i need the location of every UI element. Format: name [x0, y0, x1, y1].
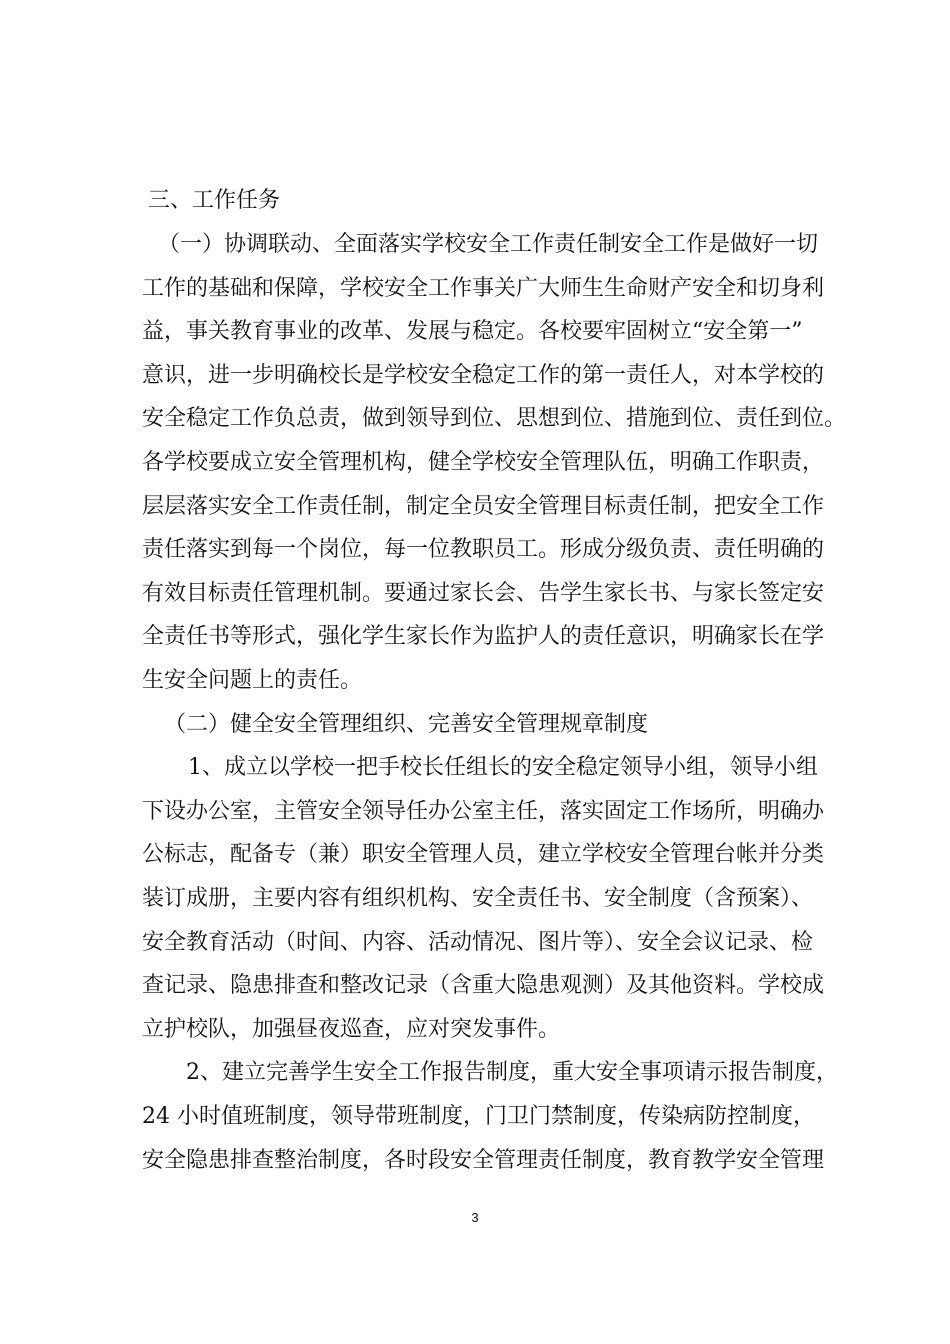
paragraph-line: 全责任书等形式，强化学生家长作为监护人的责任意识，明确家长在学: [142, 624, 825, 649]
paragraph-line: 1、成立以学校一把手校长任组长的安全稳定领导小组，领导小组: [188, 755, 818, 780]
section-heading: 三、工作任务: [148, 188, 281, 213]
paragraph-line: 生安全问题上的责任。: [142, 668, 363, 693]
paragraph-line: 益，事关教育事业的改革、发展与稳定。各校要牢固树立“安全第一”: [142, 319, 803, 344]
page-number: 3: [471, 1210, 479, 1225]
paragraph-line: 各学校要成立安全管理机构，健全学校安全管理队伍，明确工作职责，: [142, 450, 825, 475]
paragraph-line: （一）协调联动、全面落实学校安全工作责任制安全工作是做好一切: [158, 232, 819, 257]
paragraph-line: 层层落实安全工作责任制，制定全员安全管理目标责任制，把安全工作: [142, 494, 825, 519]
paragraph-line: 责任落实到每一个岗位，每一位教职员工。形成分级负责、责任明确的: [142, 537, 825, 562]
paragraph-line: 安全隐患排查整治制度，各时段安全管理责任制度，教育教学安全管理: [142, 1148, 825, 1173]
paragraph-line: 2、建立完善学生安全工作报告制度，重大安全事项请示报告制度，: [186, 1060, 838, 1085]
paragraph-line: 查记录、隐患排查和整改记录（含重大隐患观测）及其他资料。学校成: [142, 973, 825, 998]
paragraph-line: 有效目标责任管理机制。要通过家长会、告学生家长书、与家长签定安: [142, 581, 825, 606]
paragraph-line: 立护校队，加强昼夜巡查，应对突发事件。: [142, 1017, 561, 1042]
paragraph-line: 24 小时值班制度，领导带班制度，门卫门禁制度，传染病防控制度，: [142, 1104, 815, 1129]
subsection-heading: （二）健全安全管理组织、完善安全管理规章制度: [164, 712, 649, 737]
paragraph-line: 安全稳定工作负总责，做到领导到位、思想到位、措施到位、责任到位。: [142, 406, 847, 431]
paragraph-line: 下设办公室，主管安全领导任办公室主任，落实固定工作场所，明确办: [142, 799, 825, 824]
paragraph-line: 装订成册，主要内容有组织机构、安全责任书、安全制度（含预案）、: [142, 886, 814, 911]
paragraph-line: 安全教育活动（时间、内容、活动情况、图片等）、安全会议记录、检: [142, 930, 814, 955]
paragraph-line: 意识，进一步明确校长是学校安全稳定工作的第一责任人，对本学校的: [142, 363, 825, 388]
paragraph-line: 工作的基础和保障，学校安全工作事关广大师生生命财产安全和切身利: [142, 276, 825, 301]
paragraph-line: 公标志，配备专（兼）职安全管理人员，建立学校安全管理台帐并分类: [142, 842, 825, 867]
